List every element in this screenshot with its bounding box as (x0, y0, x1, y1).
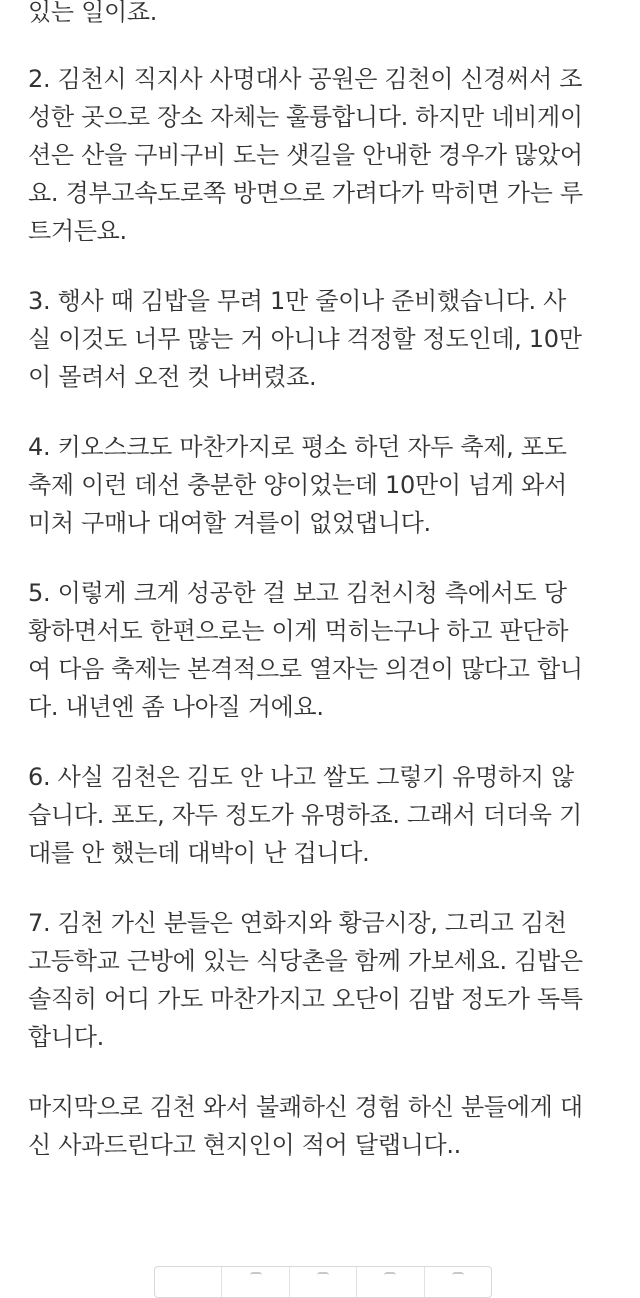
text-line: 요. 경부고속도로쪽 방면으로 가려다가 막히면 가는 루 (28, 179, 583, 207)
action-button[interactable] (222, 1267, 289, 1297)
text-line: 이 몰려서 오전 컷 나버렸죠. (28, 363, 317, 391)
text-line: 여 다음 축제는 본격적으로 열자는 의견이 많다고 합니 (28, 655, 583, 683)
text-line: 성한 곳으로 장소 자체는 훌륭합니다. 하지만 네비게이 (28, 103, 583, 131)
text-line: 대를 안 했는데 대박이 난 겁니다. (28, 839, 370, 867)
action-icon (250, 1272, 262, 1278)
text-line: 미처 구매나 대여할 겨를이 없었댑니다. (28, 509, 431, 537)
text-line: 3. 행사 때 김밥을 무려 1만 줄이나 준비했습니다. 사 (28, 287, 567, 315)
action-icon (384, 1272, 396, 1278)
text-line: 7. 김천 가신 분들은 연화지와 황금시장, 그리고 김천 (28, 909, 567, 937)
action-icon (452, 1272, 464, 1278)
text-line: 트거든요. (28, 217, 127, 245)
text-line: 4. 키오스크도 마찬가지로 평소 하던 자두 축제, 포도 (28, 433, 567, 461)
text-line: 있는 일이죠. (28, 0, 158, 26)
action-button[interactable] (425, 1267, 491, 1297)
text-line: 6. 사실 김천은 김도 안 나고 쌀도 그렇기 유명하지 않 (28, 763, 574, 791)
action-button[interactable] (155, 1267, 222, 1297)
action-icon (317, 1272, 329, 1278)
bottom-action-bar (154, 1266, 492, 1298)
text-line: 다. 내년엔 좀 나아질 거에요. (28, 693, 324, 721)
action-button[interactable] (357, 1267, 424, 1297)
text-line: 마지막으로 김천 와서 불쾌하신 경험 하신 분들에게 대 (28, 1093, 583, 1121)
text-line: 5. 이렇게 크게 성공한 걸 보고 김천시청 측에서도 당 (28, 579, 567, 607)
text-line: 실 이것도 너무 많는 거 아니냐 걱정할 정도인데, 10만 (28, 325, 582, 353)
text-line: 션은 산을 구비구비 도는 샛길을 안내한 경우가 많았어 (28, 141, 583, 169)
text-line: 솔직히 어디 가도 마찬가지고 오단이 김밥 정도가 독특 (28, 985, 583, 1013)
text-line: 습니다. 포도, 자두 정도가 유명하죠. 그래서 더더욱 기 (28, 801, 582, 829)
text-line: 고등학교 근방에 있는 식당촌을 함께 가보세요. 김밥은 (28, 947, 583, 975)
text-line: 신 사과드린다고 현지인이 적어 달랩니다.. (28, 1131, 462, 1159)
text-line: 2. 김천시 직지사 사명대사 공원은 김천이 신경써서 조 (28, 65, 583, 93)
text-line: 축제 이런 데선 충분한 양이었는데 10만이 넘게 와서 (28, 471, 567, 499)
text-line: 황하면서도 한편으로는 이게 먹히는구나 하고 판단하 (28, 617, 569, 645)
action-button[interactable] (290, 1267, 357, 1297)
text-line: 합니다. (28, 1023, 104, 1051)
